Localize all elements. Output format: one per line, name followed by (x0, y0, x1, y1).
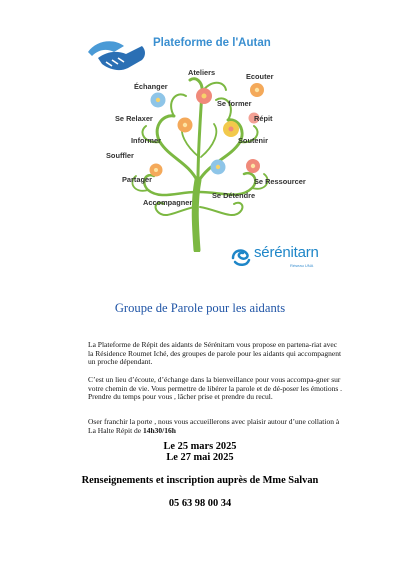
word-echanger: Échanger (134, 82, 168, 91)
word-accompagner: Accompagner (143, 198, 193, 207)
date-1: Le 25 mars 2025 (163, 441, 237, 452)
word-informer: Informer (131, 136, 161, 145)
session-dates (0, 441, 400, 463)
word-se-relaxer: Se Relaxer (115, 114, 153, 123)
word-se-ressourcer: Se Ressourcer (254, 177, 306, 186)
word-partager: Partager (122, 175, 152, 184)
word-ateliers: Ateliers (188, 68, 216, 77)
word-souffler: Souffler (106, 151, 134, 160)
word-se-former: Se former (217, 99, 252, 108)
brand-title: Plateforme de l'Autan (153, 37, 271, 49)
serenitarn-subtitle: Réseau UNA (290, 263, 314, 268)
date-2: Le 27 mai 2025 (166, 452, 234, 464)
invitation-text: Oser franchir la porte , nous vous accueillerons avec plaisir autour d’une collation à La Halte Répit de (88, 417, 340, 435)
word-repit: Répit (254, 114, 273, 123)
phone-number: 05 63 98 00 34 (168, 498, 232, 509)
paragraph-intro: La Plateforme de Répit des aidants de Sérénitarn vous propose en partena-riat avec la Résidence Roumet Iché, des groupes de parole pour les aidants qui accompagnent un proche dépendant. (88, 340, 342, 367)
word-ecouter: Ecouter (246, 72, 274, 81)
word-soutenir: Soutenir (238, 136, 268, 145)
page-title: Groupe de Parole pour les aidants (114, 301, 286, 315)
invitation-time: 14h30/16h (142, 425, 176, 435)
contact-info: Renseignements et inscription auprès de Mme Salvan (81, 475, 319, 486)
paragraph-description: C’est un lieu d’écoute, d’échange dans la bienveillance pour vous accompa-gner sur votre chemin de vie. Vous permettre de libérer la parole et de dé-poser les émotions . Prendre du temps pour vous , lâcher prise et prendre du recul. (88, 375, 343, 402)
paragraph-invitation (88, 418, 344, 435)
word-se-detendre: Se Détendre (212, 191, 256, 200)
serenitarn-wordmark: sérénitarn (254, 244, 319, 261)
